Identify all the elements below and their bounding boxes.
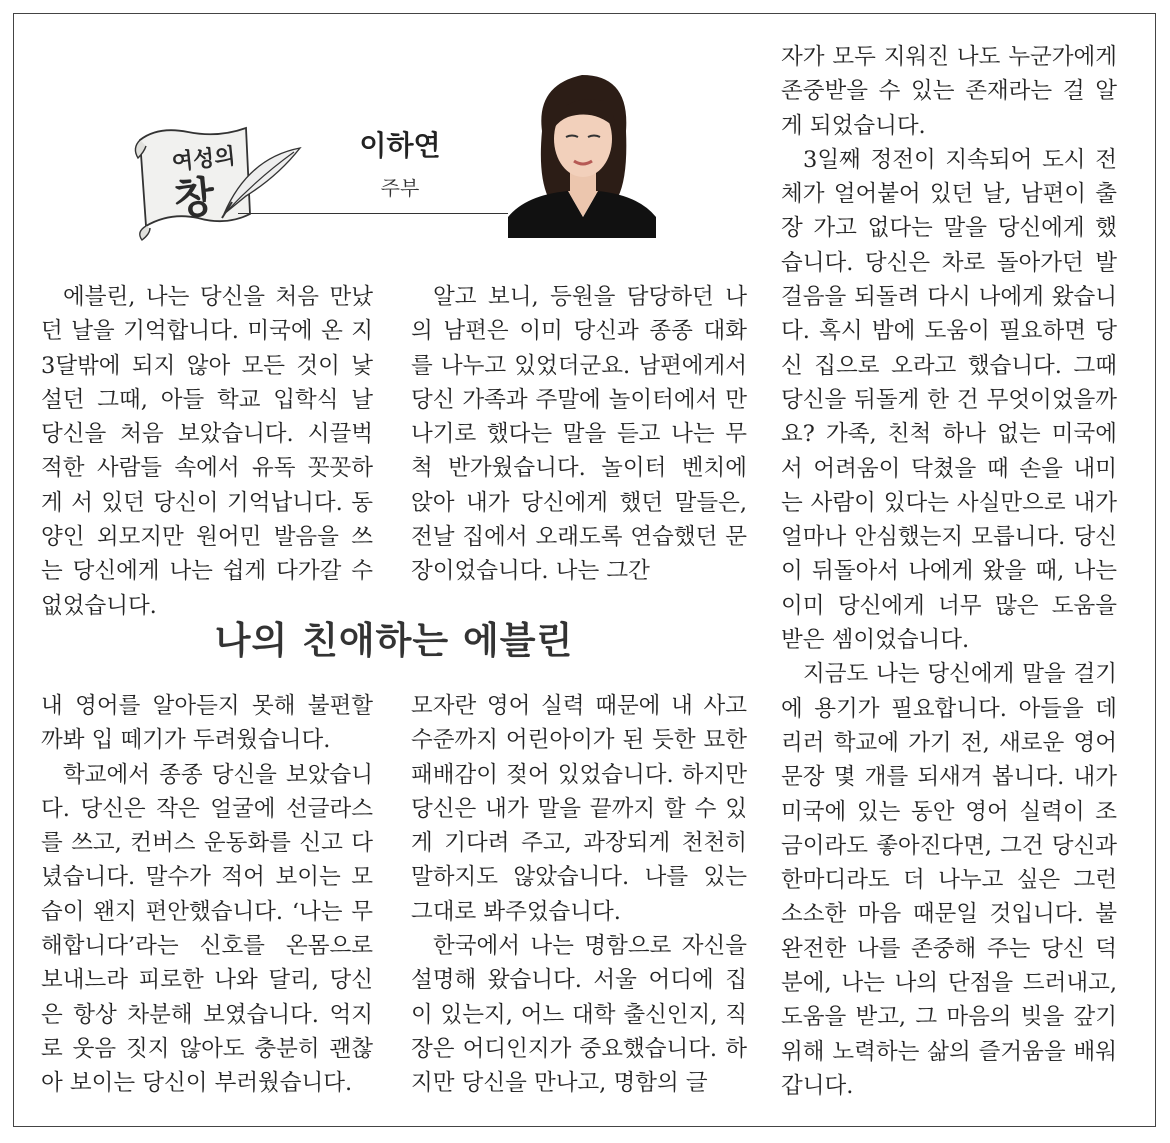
paragraph: 알고 보니, 등원을 담당하던 나의 남편은 이미 당신과 종종 대화를 나누고 있었더군요. 남편에게서 당신 가족과 주말에 놀이터에서 만나기로 했다는 말을 듣고 나는 무척 반가웠습니다. 놀이터 벤치에 앉아 내가 당신에게 했던 말들은, 전날 집에서 오래도록 연습했던 문장이었습니다. 나는 그간 [411, 284, 747, 585]
author-role: 주부 [380, 176, 420, 200]
byline-rule [238, 213, 510, 214]
paragraph: 모자란 영어 실력 때문에 내 사고 수준까지 어린아이가 된 듯한 묘한 패배감이 젖어 있었습니다. 하지만 당신은 내가 말을 끝까지 할 수 있게 기다려 주고, 과장되게 천천히 말하지도 않았습니다. 나를 있는 그대로 봐주었습니다. [411, 693, 747, 925]
paragraph: 지금도 나는 당신에게 말을 걸기에 용기가 필요합니다. 아들을 데리러 학교에 가기 전, 새로운 영어 문장 몇 개를 되새겨 봅니다. 내가 미국에 있는 동안 영어 실력이 조금이라도 좋아진다면, 그건 당신과 한마디라도 더 나누고 싶은 그런 소소한 마음 때문일 것입니다. 불완전한 나를 존중해 주는 당신 덕분에, 나는 나의 단점을 드러내고, 도움을 받고, 그 마음의 빚을 갚기 위해 노력하는 삶의 즐거움을 배워 갑니다. [781, 661, 1117, 1099]
column-1-top [41, 280, 373, 623]
column-1-bottom [41, 689, 373, 1101]
paragraph: 3일째 정전이 지속되어 도시 전체가 얼어붙어 있던 날, 남편이 출장 가고 없다는 말을 당신에게 했습니다. 당신은 차로 돌아가던 발걸음을 되돌려 다시 나에게 왔습니다. 혹시 밤에 도움이 필요하면 당신 집으로 오라고 했습니다. 그때 당신을 뒤돌게 한 건 무엇이었을까요? 가족, 친척 하나 없는 미국에서 어려움이 닥쳤을 때 손을 내미는 사람이 있다는 사실만으로 내가 얼마나 안심했는지 모릅니다. 당신이 뒤돌아서 나에게 왔을 때, 나는 이미 당신에게 너무 많은 도움을 받은 셈이었습니다. [781, 146, 1117, 654]
author-photo [508, 57, 656, 238]
column-3 [781, 40, 1117, 1103]
paragraph: 학교에서 종종 당신을 보았습니다. 당신은 작은 얼굴에 선글라스를 쓰고, 컨버스 운동화를 신고 다녔습니다. 말수가 적어 보이는 모습이 왠지 편안했습니다. ‘나는 무해합니다’라는 신호를 온몸으로 보내느라 피로한 나와 달리, 당신은 항상 차분해 보였습니다. 억지로 웃음 짓지 않아도 충분히 괜찮아 보이는 당신이 부러웠습니다. [41, 761, 373, 1097]
paragraph: 에블린, 나는 당신을 처음 만났던 날을 기억합니다. 미국에 온 지 3달밖에 되지 않아 모든 것이 낯설던 그때, 아들 학교 입학식 날 당신을 처음 보았습니다. 시끌벅적한 사람들 속에서 유독 꼿꼿하게 서 있던 당신이 기억납니다. 동양인 외모지만 원어민 발음을 쓰는 당신에게 나는 쉽게 다가갈 수 없었습니다. [41, 284, 373, 619]
column-2-bottom [411, 689, 747, 1101]
paragraph: 자가 모두 지워진 나도 누군가에게 존중받을 수 있는 존재라는 걸 알게 되었습니다. [781, 44, 1117, 139]
logo-line1: 여성의 [170, 144, 237, 176]
author-name: 이하연 [359, 129, 441, 162]
paragraph: 한국에서 나는 명함으로 자신을 설명해 왔습니다. 서울 어디에 집이 있는지, 어느 대학 출신인지, 직장은 어디인지가 중요했습니다. 하지만 당신을 만나고, 명함의 글 [411, 933, 747, 1097]
paragraph: 내 영어를 알아듣지 못해 불편할까봐 입 떼기가 두려웠습니다. [41, 693, 373, 754]
column-2-top [411, 280, 747, 589]
logo-line2: 창 [171, 171, 217, 225]
column-logo [128, 118, 308, 248]
article-headline: 나의 친애하는 에블린 [214, 618, 574, 662]
